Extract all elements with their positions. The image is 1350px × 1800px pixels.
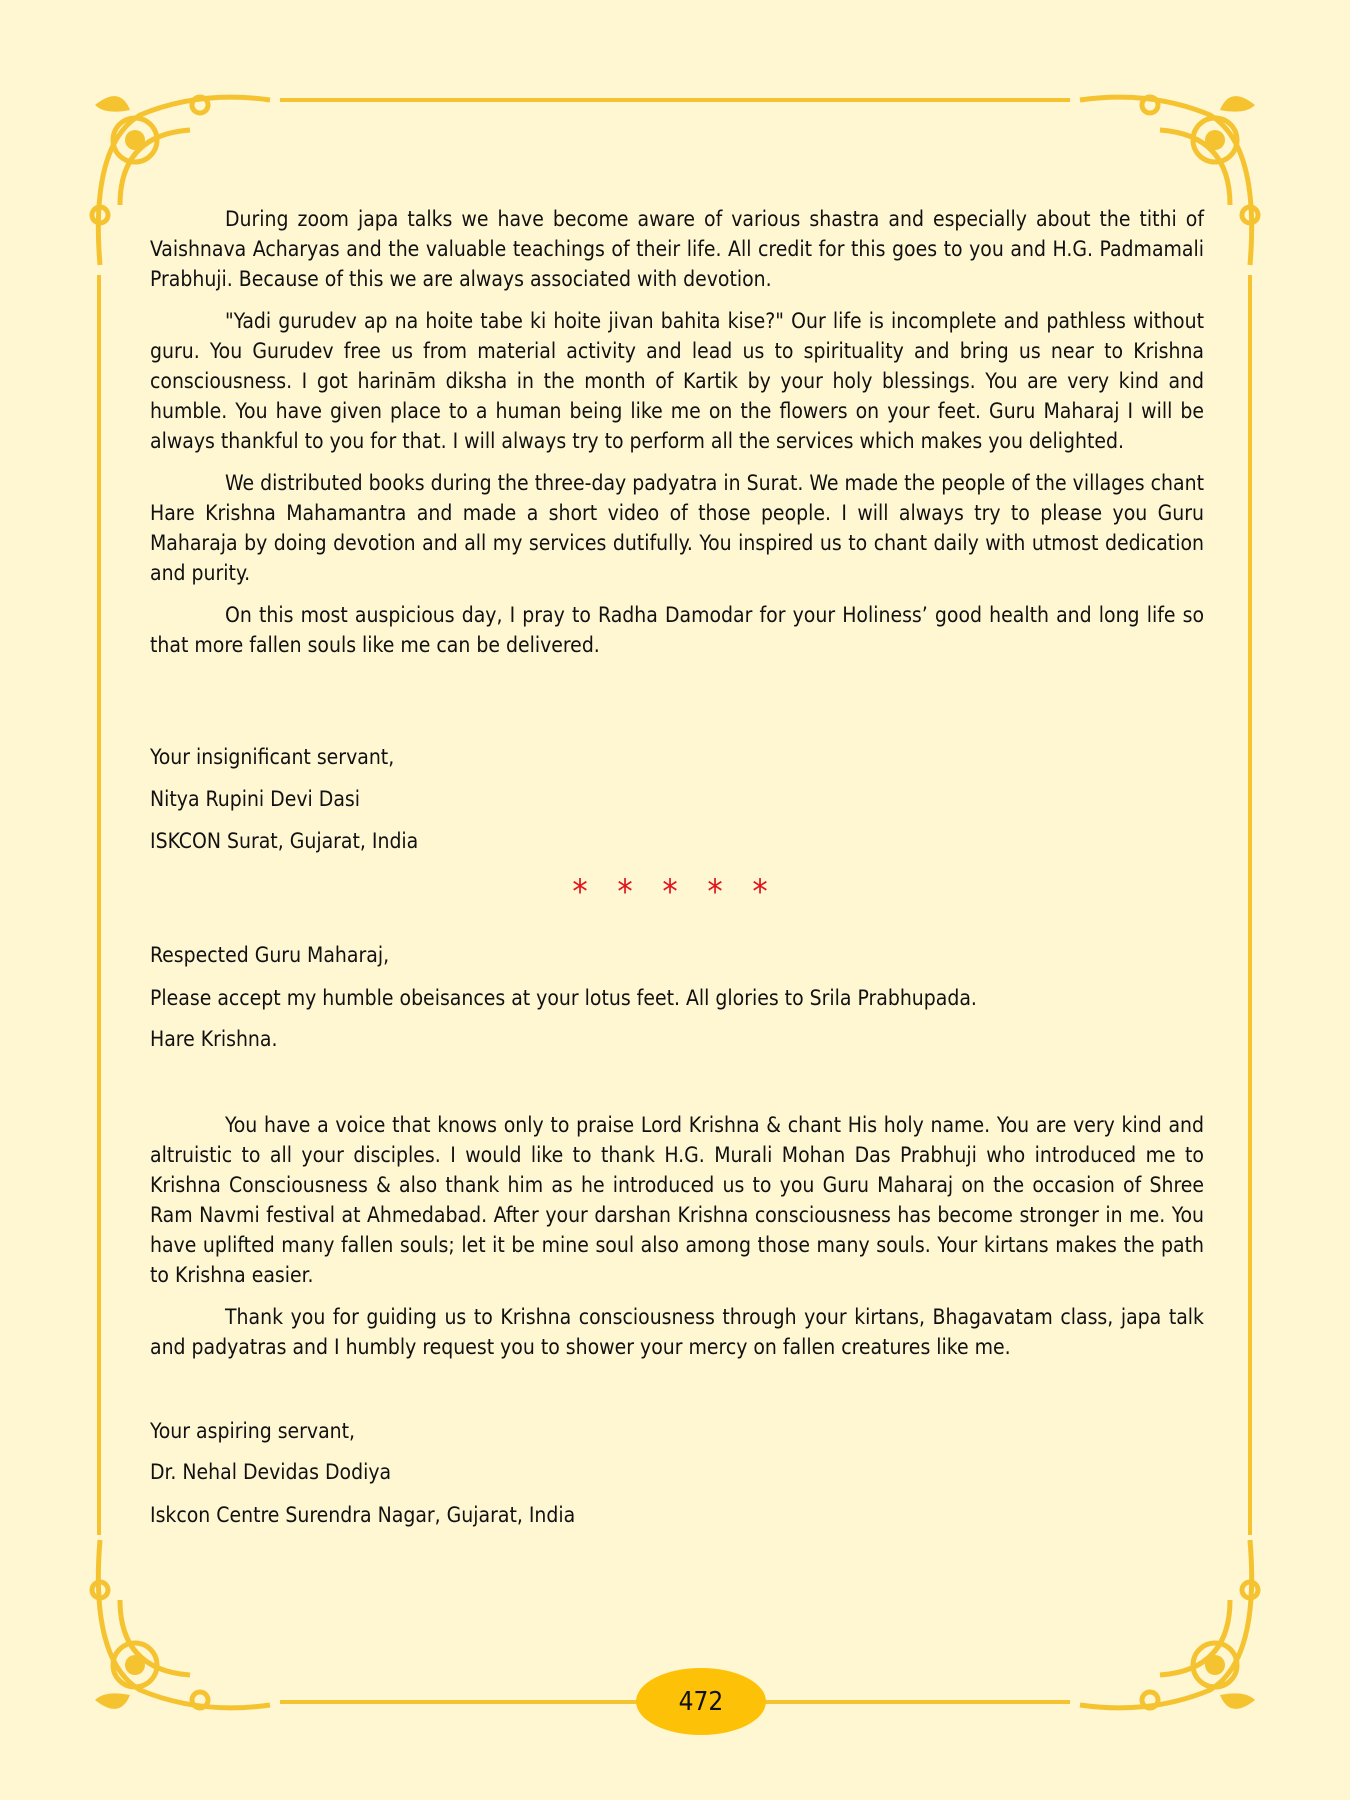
- signer-place: ISKCON Surat, Gujarat, India: [150, 829, 419, 853]
- page-number: 472: [678, 1686, 724, 1717]
- hare-krishna: Hare Krishna.: [150, 1027, 278, 1051]
- paragraph: On this most auspicious day, I pray to Radha Damodar for your Holiness’ good health and long life so that more fallen souls like me can be delivered.: [150, 603, 1204, 657]
- closing: Your insignificant servant,: [150, 745, 395, 769]
- signer-name: Dr. Nehal Devidas Dodiya: [150, 1460, 392, 1484]
- border-bottom-right: [762, 1700, 1070, 1704]
- paragraph: You have a voice that knows only to praise Lord Krishna & chant His holy name. You are very kind and altruistic to all your disciples. I would like to thank H.G. Murali Mohan Das Prabhuji who introduced me to Krishna Consciousness & also thank him as he introduced us to you Guru Maharaj on the occasion of Shree Ram Navmi festival at Ahmedabad. After your darshan Krishna consciousness has become stronger in me. You have uplifted many fallen souls; let it be mine soul also among those many souls. Your kirtans makes the path to Krishna easier.: [150, 1113, 1204, 1287]
- paragraph: During zoom japa talks we have become aware of various shastra and especially about the tithi of Vaishnava Acharyas and the valuable teachings of their life. All credit for this goes to you and H.G. Padmamali Prabhuji. Because of this we are always associated with devotion.: [150, 207, 1204, 291]
- paragraph: We distributed books during the three-day padyatra in Surat. We made the people of the villages chant Hare Krishna Mahamantra and made a short video of those people. I will always try to please you Guru Maharaja by doing devotion and all my services dutifully. You inspired us to chant daily with utmost dedication and purity.: [150, 471, 1204, 585]
- salutation: Respected Guru Maharaj,: [150, 943, 390, 967]
- signer-name: Nitya Rupini Devi Dasi: [150, 787, 360, 811]
- paragraph: "Yadi gurudev ap na hoite tabe ki hoite jivan bahita kise?" Our life is incomplete and pathless without guru. You Gurudev free us from material activity and lead us to spirituality and bring us near to Krishna consciousness. I got harinām diksha in the month of Kartik by your holy blessings. You are very kind and humble. You have given place to a human being like me on the flowers on your feet. Guru Maharaj I will be always thankful to you for that. I will always try to perform all the services which makes you delighted.: [150, 309, 1204, 453]
- letter2-body: [150, 1110, 1204, 1362]
- separator-stars: * * * * *: [572, 872, 778, 912]
- border-top: [280, 98, 1070, 102]
- page-number-badge: [636, 1668, 766, 1735]
- letter1-body: [150, 204, 1204, 660]
- border-bottom-left: [280, 1700, 640, 1704]
- greeting: Please accept my humble obeisances at your lotus feet. All glories to Srila Prabhupada.: [150, 986, 977, 1010]
- corner-ornament-icon: [1070, 1520, 1270, 1720]
- corner-ornament-icon: [80, 1520, 280, 1720]
- paragraph: Thank you for guiding us to Krishna consciousness through your kirtans, Bhagavatam class, japa talk and padyatras and I humbly request you to shower your mercy on fallen creatures like me.: [150, 1305, 1204, 1359]
- signer-place: Iskcon Centre Surendra Nagar, Gujarat, India: [150, 1503, 576, 1527]
- closing: Your aspiring servant,: [150, 1419, 356, 1443]
